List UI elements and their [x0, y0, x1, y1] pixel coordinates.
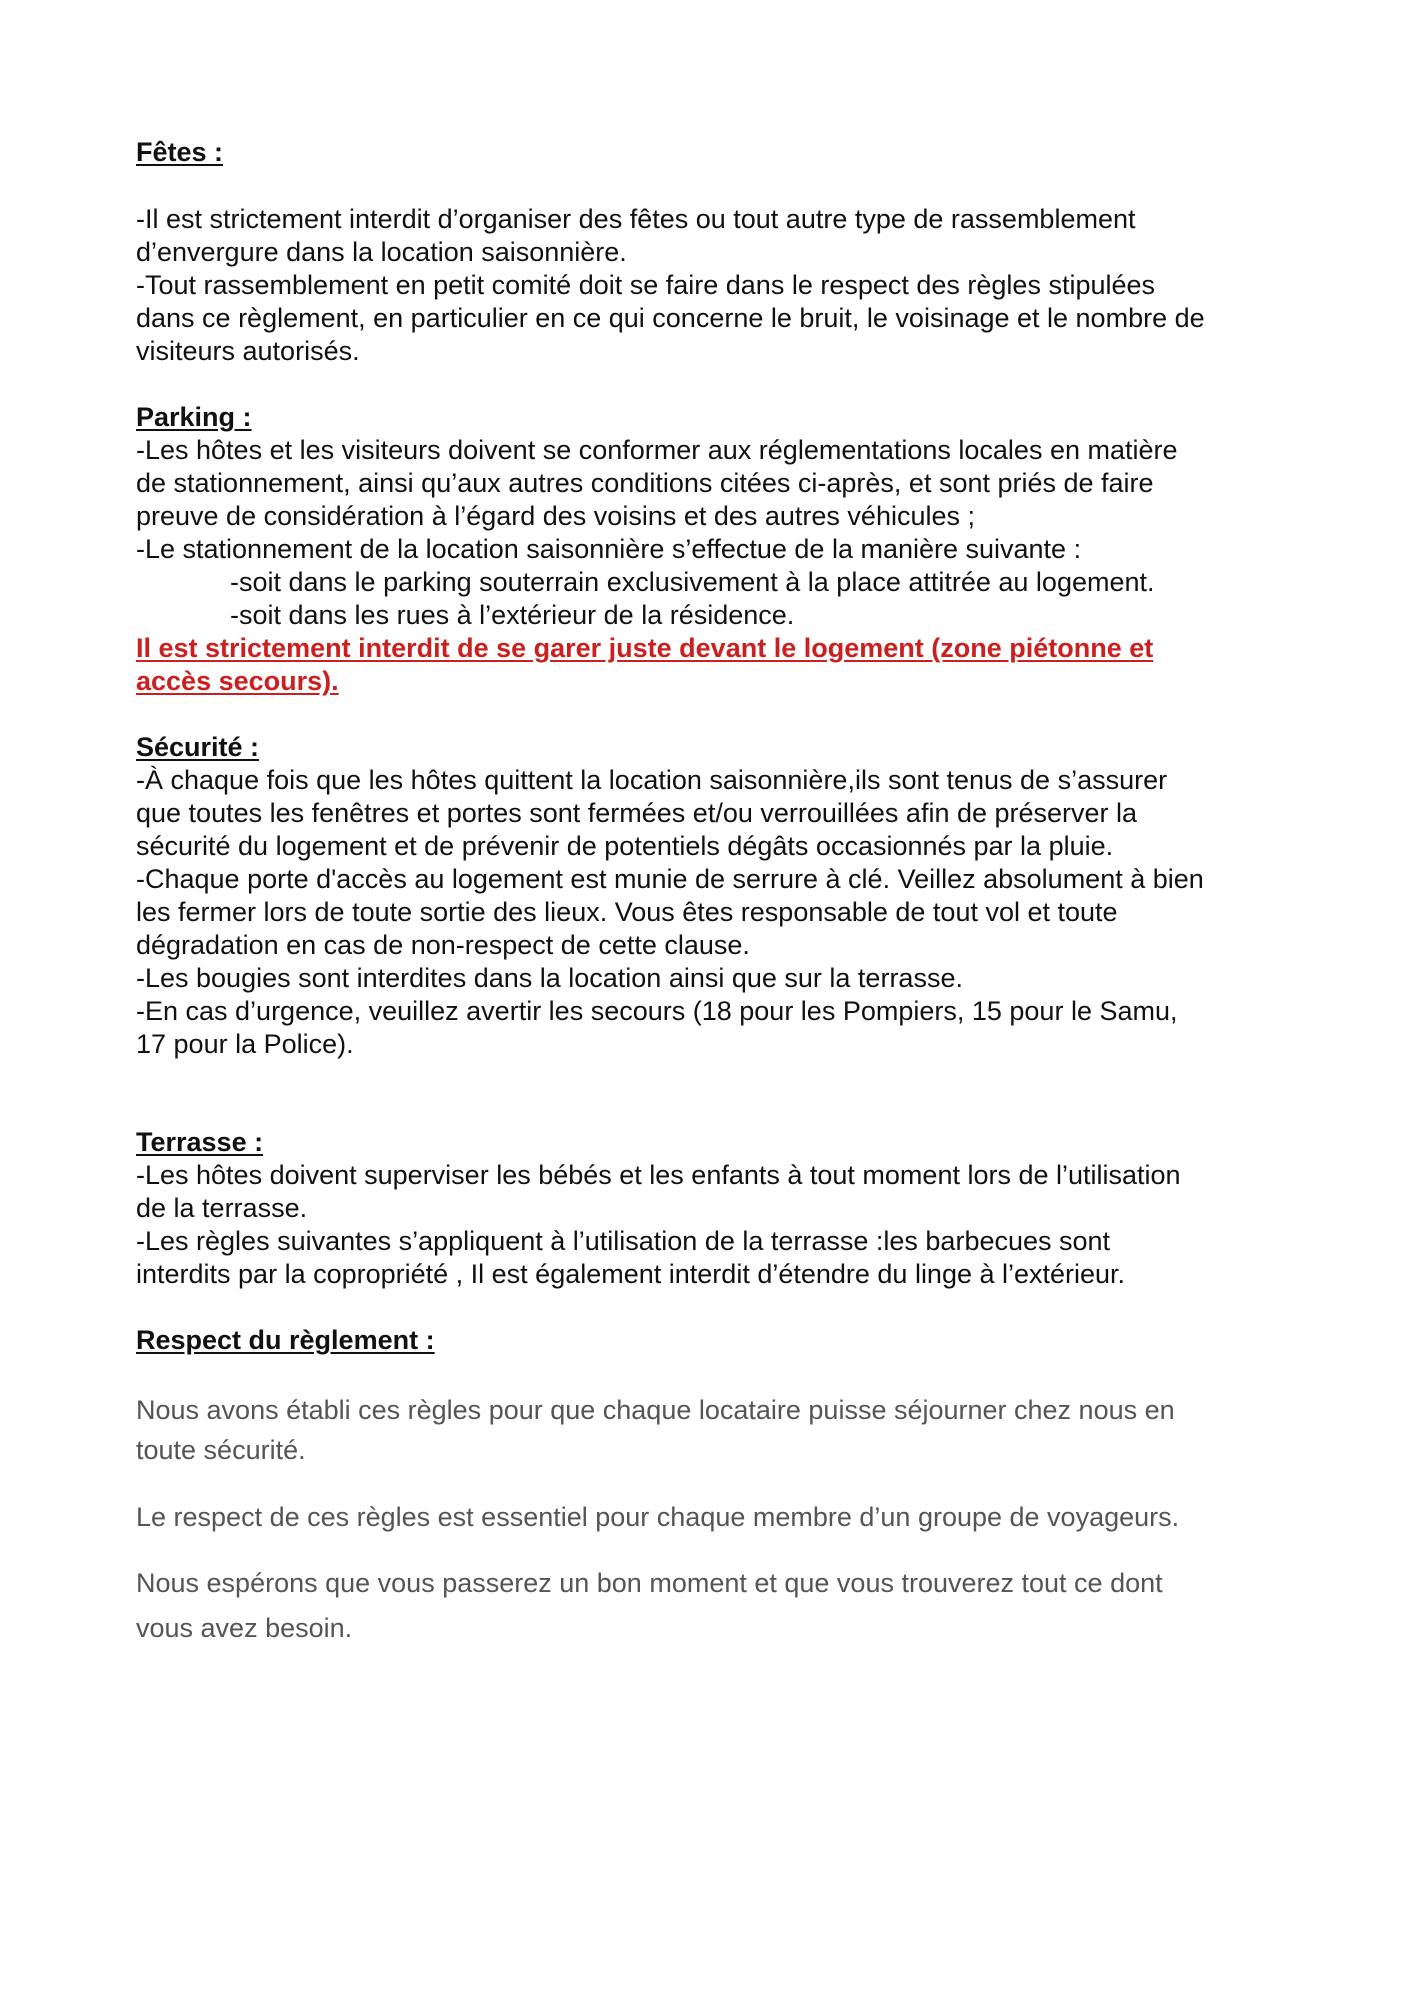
fetes-line: d’envergure dans la location saisonnière. [136, 237, 627, 267]
parking-sub-item: -soit dans le parking souterrain exclusivement à la place attitrée au logement. [230, 567, 1155, 597]
securite-line: dégradation en cas de non-respect de cette clause. [136, 930, 750, 960]
closing-paragraph-line: vous avez besoin. [136, 1613, 353, 1643]
parking-line: -Le stationnement de la location saisonnière s’effectue de la manière suivante : [136, 534, 1082, 564]
closing-paragraph-line: toute sécurité. [136, 1435, 306, 1465]
section-title-securite: Sécurité : [136, 732, 260, 762]
securite-line: -À chaque fois que les hôtes quittent la location saisonnière,ils sont tenus de s’assurer [136, 765, 1168, 795]
securite-line: -Chaque porte d'accès au logement est munie de serrure à clé. Veillez absolument à bien [136, 864, 1204, 894]
section-title-fetes: Fêtes : [136, 137, 224, 167]
fetes-line: -Tout rassemblement en petit comité doit se faire dans le respect des règles stipulées [136, 270, 1156, 300]
securite-line: 17 pour la Police). [136, 1029, 354, 1059]
fetes-line: -Il est strictement interdit d’organiser des fêtes ou tout autre type de rassemblement [136, 204, 1136, 234]
closing-paragraph-line: Nous avons établi ces règles pour que chaque locataire puisse séjourner chez nous en [136, 1395, 1175, 1425]
parking-warning: Il est strictement interdit de se garer juste devant le logement (zone piétonne et [136, 633, 1154, 663]
parking-warning: accès secours). [136, 666, 339, 696]
securite-line: sécurité du logement et de prévenir de potentiels dégâts occasionnés par la pluie. [136, 831, 1114, 861]
securite-line: -Les bougies sont interdites dans la location ainsi que sur la terrasse. [136, 963, 963, 993]
terrasse-line: interdits par la copropriété , Il est également interdit d’étendre du linge à l’extérieur. [136, 1259, 1126, 1289]
securite-line: les fermer lors de toute sortie des lieux. Vous êtes responsable de tout vol et toute [136, 897, 1118, 927]
parking-sub-item: -soit dans les rues à l’extérieur de la résidence. [230, 600, 795, 630]
fetes-line: dans ce règlement, en particulier en ce qui concerne le bruit, le voisinage et le nombre de [136, 303, 1205, 333]
securite-line: -En cas d’urgence, veuillez avertir les secours (18 pour les Pompiers, 15 pour le Samu, [136, 996, 1178, 1026]
closing-paragraph-line: Le respect de ces règles est essentiel pour chaque membre d’un groupe de voyageurs. [136, 1502, 1180, 1532]
parking-line: preuve de considération à l’égard des voisins et des autres véhicules ; [136, 501, 975, 531]
terrasse-line: -Les hôtes doivent superviser les bébés et les enfants à tout moment lors de l’utilisation [136, 1160, 1181, 1190]
section-title-parking: Parking : [136, 402, 252, 432]
fetes-line: visiteurs autorisés. [136, 336, 360, 366]
parking-line: de stationnement, ainsi qu’aux autres conditions citées ci-après, et sont priés de faire [136, 468, 1154, 498]
terrasse-line: -Les règles suivantes s’appliquent à l’utilisation de la terrasse :les barbecues sont [136, 1226, 1111, 1256]
securite-line: que toutes les fenêtres et portes sont fermées et/ou verrouillées afin de préserver la [136, 798, 1138, 828]
closing-paragraph-line: Nous espérons que vous passerez un bon moment et que vous trouverez tout ce dont [136, 1568, 1163, 1598]
section-title-terrasse: Terrasse : [136, 1127, 264, 1157]
terrasse-line: de la terrasse. [136, 1193, 308, 1223]
section-title-respect: Respect du règlement : [136, 1325, 435, 1355]
parking-line: -Les hôtes et les visiteurs doivent se conformer aux réglementations locales en matière [136, 435, 1178, 465]
